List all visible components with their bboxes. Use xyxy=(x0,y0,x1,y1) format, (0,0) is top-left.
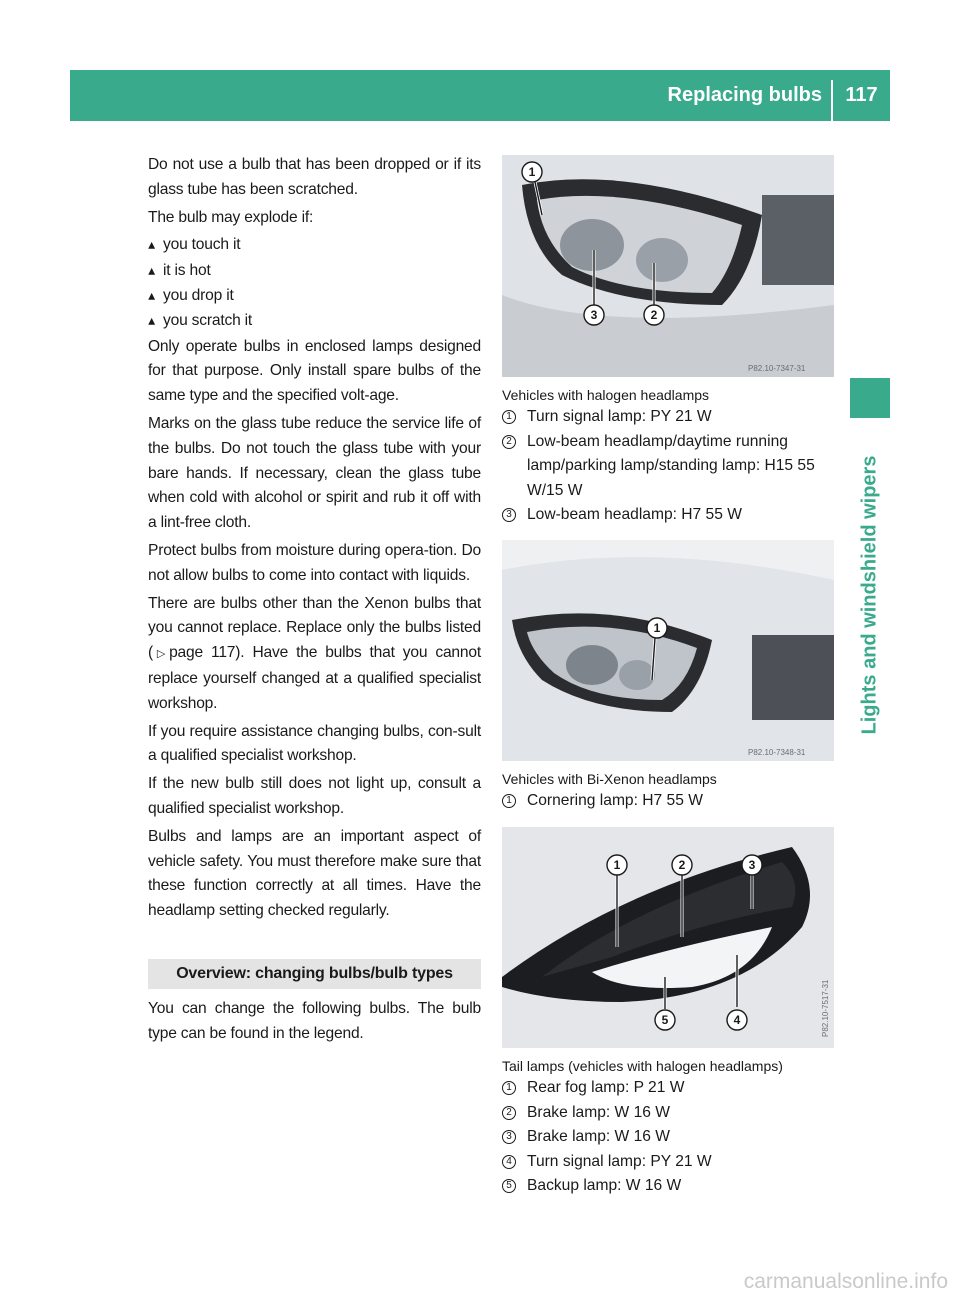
bullet-list xyxy=(148,233,481,334)
list-item: ▶ you drop it xyxy=(148,284,481,309)
legend-number: 3 xyxy=(502,508,516,522)
legend-number: 2 xyxy=(502,1106,516,1120)
svg-text:5: 5 xyxy=(661,1013,669,1027)
legend-text: Low-beam headlamp: H7 55 W xyxy=(527,506,742,523)
page-header xyxy=(70,70,890,121)
legend-item xyxy=(502,1150,834,1175)
svg-text:2: 2 xyxy=(650,308,658,322)
legend-text: Brake lamp: W 16 W xyxy=(527,1103,670,1121)
legend-text: Turn signal lamp: PY 21 W xyxy=(527,1152,712,1170)
figure-code: P82.10-7517-31 xyxy=(821,979,830,1037)
list-item: ▶ it is hot xyxy=(148,259,481,284)
list-item: ▶ you touch it xyxy=(148,233,481,258)
side-tab xyxy=(850,430,890,760)
legend-item xyxy=(502,1125,834,1150)
legend-text: Low-beam headlamp/daytime running lamp/parking lamp/standing lamp: H15 55 W/15 W xyxy=(527,432,815,499)
paragraph: Only operate bulbs in enclosed lamps designed for that purpose. Only install spare bulbs of the same type and the specified volt-age. xyxy=(148,337,481,405)
legend-number: 1 xyxy=(502,410,516,424)
headlamp-illustration xyxy=(502,155,834,377)
legend-number: 5 xyxy=(502,1179,516,1193)
side-marker xyxy=(850,378,890,418)
figure-bixenon-headlamp xyxy=(502,540,834,761)
arrow-icon: ▷ xyxy=(153,648,170,661)
legend-text: Brake lamp: W 16 W xyxy=(527,1128,670,1145)
headlamp-illustration xyxy=(502,540,834,761)
text: There are bulbs other than the Xenon bulbs that you cannot replace. Replace only the bulbs listed ( xyxy=(148,594,481,662)
legend-text: Turn signal lamp: PY 21 W xyxy=(527,408,712,425)
right-column xyxy=(502,155,834,1199)
paragraph: If you require assistance changing bulbs, con-sult a qualified specialist workshop. xyxy=(148,722,481,765)
svg-text:3: 3 xyxy=(590,308,598,322)
svg-text:3: 3 xyxy=(748,858,756,872)
legend-number: 1 xyxy=(502,1081,516,1095)
legend-number: 4 xyxy=(502,1155,516,1169)
text: ). Have the bulbs that you cannot replace yourself changed at a qualified specialist workshop. xyxy=(148,644,481,712)
paragraph: Do not use a bulb that has been dropped or if its glass tube has been scratched. xyxy=(148,156,481,198)
header-title: Replacing bulbs xyxy=(667,84,822,106)
legend-text: Cornering lamp: H7 55 W xyxy=(527,791,703,809)
legend-text: Backup lamp: W 16 W xyxy=(527,1177,682,1194)
legend-number: 3 xyxy=(502,1130,516,1144)
figure-tail-lamps xyxy=(502,827,834,1048)
paragraph: If the new bulb still does not light up, consult a qualified specialist workshop. xyxy=(148,775,481,817)
figure-halogen-headlamp xyxy=(502,155,834,377)
list-item: ▶ you scratch it xyxy=(148,309,481,334)
figure-code: P82.10-7347-31 xyxy=(748,364,806,373)
figure-caption: Vehicles with halogen headlamps xyxy=(502,387,710,403)
side-tab-label: Lights and windshield wipers xyxy=(858,455,881,735)
figure-caption: Tail lamps (vehicles with halogen headlamps) xyxy=(502,1058,783,1074)
paragraph: Protect bulbs from moisture during opera-tion. Do not allow bulbs to come into contact with liquids. xyxy=(148,541,481,584)
legend-text: Rear fog lamp: P 21 W xyxy=(527,1079,685,1096)
legend-number: 1 xyxy=(502,794,516,808)
paragraph: You can change the following bulbs. The bulb type can be found in the legend. xyxy=(148,999,481,1042)
legend-item xyxy=(502,503,834,528)
legend-item xyxy=(502,789,834,814)
legend-number: 2 xyxy=(502,435,516,449)
legend-item xyxy=(502,405,834,430)
figure-caption: Vehicles with Bi-Xenon headlamps xyxy=(502,770,717,787)
svg-text:1: 1 xyxy=(613,858,621,872)
svg-text:1: 1 xyxy=(653,620,661,635)
left-column xyxy=(148,153,481,1050)
svg-text:2: 2 xyxy=(678,858,686,872)
paragraph: Marks on the glass tube reduce the service life of the bulbs. Do not touch the glass tube with your bare hands. If necessary, clean the glass tube when cold with alcohol or spirit and rub it off with a lint-free cloth. xyxy=(148,414,481,532)
section-heading: Overview: changing bulbs/bulb types xyxy=(148,959,481,989)
legend-item xyxy=(502,1101,834,1126)
page-number: 117 xyxy=(845,84,878,106)
legend-item xyxy=(502,430,834,504)
tail-lamp-illustration xyxy=(502,827,834,1048)
paragraph: The bulb may explode if: xyxy=(148,208,314,226)
svg-text:4: 4 xyxy=(733,1013,741,1027)
page-link[interactable]: page 117 xyxy=(169,644,236,662)
svg-text:1: 1 xyxy=(528,165,536,179)
paragraph xyxy=(148,592,481,717)
legend-item xyxy=(502,1076,834,1101)
watermark: carmanualsonline.info xyxy=(743,1270,948,1293)
paragraph: Bulbs and lamps are an important aspect of vehicle safety. You must therefore make sure that these function correctly at all times. Have the headlamp setting checked regularly. xyxy=(148,827,481,920)
legend-item xyxy=(502,1174,834,1199)
figure-code: P82.10-7348-31 xyxy=(748,747,806,757)
